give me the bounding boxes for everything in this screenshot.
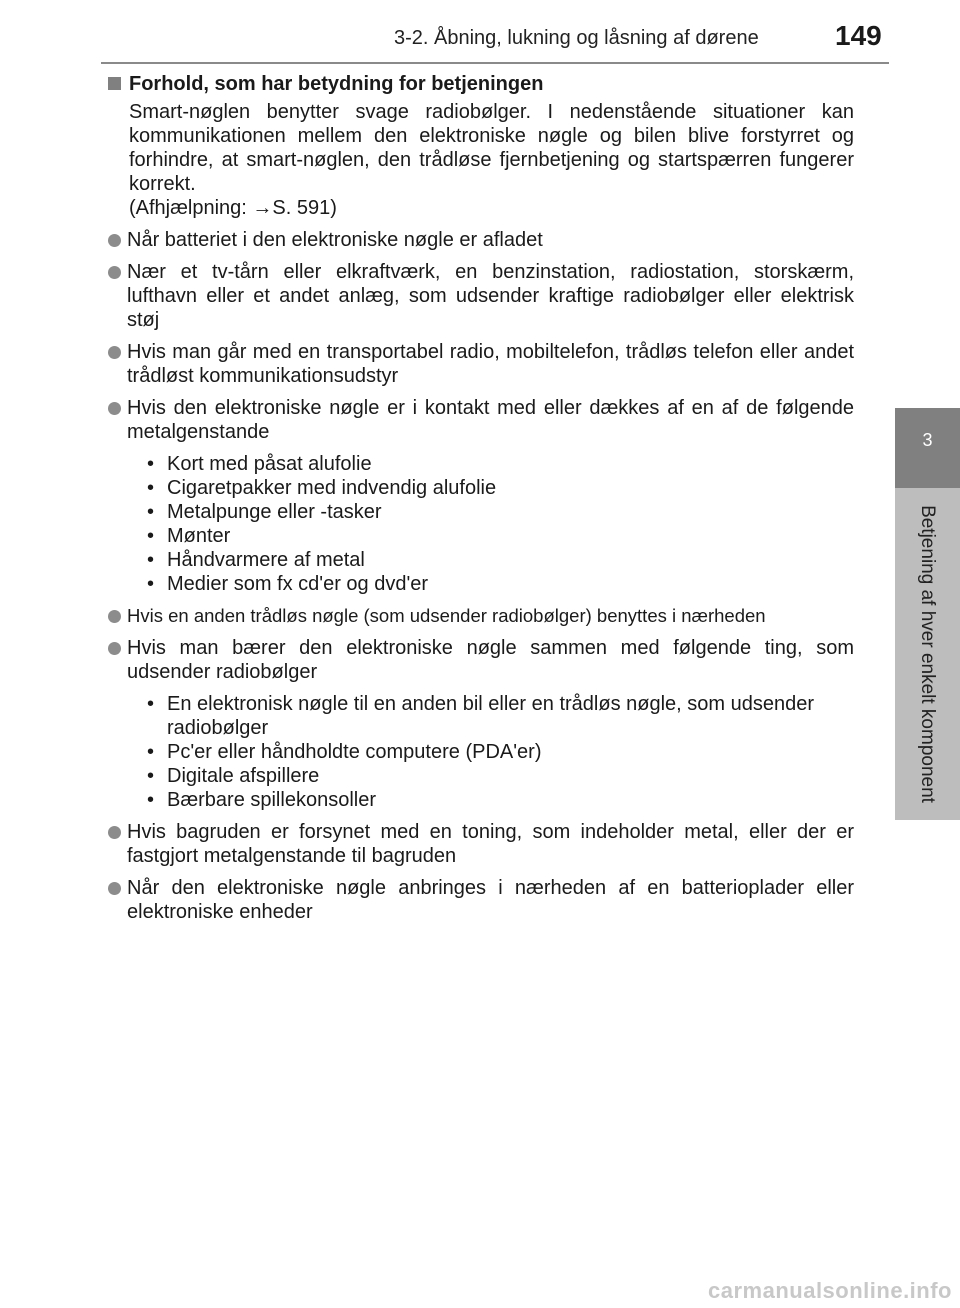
list-item bbox=[108, 228, 854, 252]
sub-list-item bbox=[147, 740, 854, 764]
sub-list-item-text: Pc'er eller håndholdte computere (PDA'er) bbox=[167, 741, 542, 763]
round-bullet-icon bbox=[108, 642, 121, 655]
list-item bbox=[108, 604, 854, 628]
sub-list-item-text: Metalpunge eller -tasker bbox=[167, 501, 382, 523]
sub-list-item bbox=[147, 524, 854, 548]
sub-list-item bbox=[147, 692, 854, 740]
dot-bullet-icon: • bbox=[147, 477, 155, 499]
sub-list-item bbox=[147, 572, 854, 596]
sub-list bbox=[147, 452, 854, 596]
round-bullet-icon bbox=[108, 346, 121, 359]
sub-list bbox=[147, 692, 854, 812]
list-item bbox=[108, 636, 854, 684]
dot-bullet-icon: • bbox=[147, 453, 155, 475]
watermark: carmanualsonline.info bbox=[708, 1278, 952, 1303]
section-heading-text: Forhold, som har betydning for betjeningen bbox=[129, 73, 544, 95]
sub-list-item-text: Mønter bbox=[167, 525, 231, 547]
dot-bullet-icon: • bbox=[147, 501, 155, 523]
sub-list-item-text: En elektronisk nøgle til en anden bil eller en trådløs nøgle, som udsender radiobølger bbox=[167, 693, 815, 739]
dot-bullet-icon: • bbox=[147, 741, 155, 763]
dot-bullet-icon: • bbox=[147, 765, 155, 787]
sub-list-item-text: Kort med påsat alufolie bbox=[167, 453, 372, 475]
round-bullet-icon bbox=[108, 610, 121, 623]
list-item bbox=[108, 340, 854, 388]
list-item-text: Hvis man bærer den elektroniske nøgle sammen med følgende ting, som udsender radiobølger bbox=[127, 637, 854, 683]
intro-paragraph bbox=[129, 100, 854, 220]
intro-text: Smart-nøglen benytter svage radiobølger. I nedenstående situationer kan kommunikationen mellem den elektroniske nøgle og bilen blive forstyrret og forhindre, at smart-nøglen, den trådløse fjernbetjening og startspærren fungerer korrekt. bbox=[129, 101, 854, 195]
page-number: 149 bbox=[835, 20, 882, 51]
list-item bbox=[108, 820, 854, 868]
sub-list-item-text: Bærbare spillekonsoller bbox=[167, 789, 376, 811]
condition-list bbox=[108, 228, 854, 924]
sub-list-item-text: Medier som fx cd'er og dvd'er bbox=[167, 573, 429, 595]
sub-list-item bbox=[147, 476, 854, 500]
square-bullet-icon bbox=[108, 77, 121, 90]
sub-list-item bbox=[147, 500, 854, 524]
dot-bullet-icon: • bbox=[147, 525, 155, 547]
list-item-text: Nær et tv-tårn eller elkraftværk, en benzinstation, radiostation, storskærm, lufthavn eller et andet anlæg, som udsender kraftige radiobølger eller elektrisk støj bbox=[127, 261, 854, 331]
list-item-text: Hvis den elektroniske nøgle er i kontakt med eller dækkes af en af de følgende metalgenstande bbox=[127, 397, 854, 443]
header-divider bbox=[101, 62, 889, 64]
dot-bullet-icon: • bbox=[147, 789, 155, 811]
list-item-text: Hvis en anden trådløs nøgle (som udsender radiobølger) benyttes i nærheden bbox=[127, 605, 766, 626]
round-bullet-icon bbox=[108, 402, 121, 415]
sub-list-item-text: Cigaretpakker med indvendig alufolie bbox=[167, 477, 497, 499]
sub-list-item bbox=[147, 548, 854, 572]
list-item bbox=[108, 260, 854, 332]
sub-list-item bbox=[147, 788, 854, 812]
list-item-text: Når batteriet i den elektroniske nøgle er afladet bbox=[127, 229, 543, 251]
round-bullet-icon bbox=[108, 882, 121, 895]
sub-list-item bbox=[147, 452, 854, 476]
list-item-text: Når den elektroniske nøgle anbringes i nærheden af en batterioplader eller elektroniske enheder bbox=[127, 877, 854, 923]
main-content bbox=[108, 72, 854, 924]
section-title: 3-2. Åbning, lukning og låsning af dørene bbox=[394, 27, 759, 49]
dot-bullet-icon: • bbox=[147, 573, 155, 595]
sub-list-item-text: Digitale afspillere bbox=[167, 765, 320, 787]
round-bullet-icon bbox=[108, 234, 121, 247]
list-item-text: Hvis bagruden er forsynet med en toning, som indeholder metal, eller der er fastgjort metalgenstande til bagruden bbox=[127, 821, 854, 867]
section-heading bbox=[108, 72, 854, 96]
round-bullet-icon bbox=[108, 826, 121, 839]
list-item-text: Hvis man går med en transportabel radio, mobiltelefon, trådløs telefon eller andet trådløst kommunikationsudstyr bbox=[127, 341, 854, 387]
sub-list-item bbox=[147, 764, 854, 788]
sub-list-item-text: Håndvarmere af metal bbox=[167, 549, 365, 571]
list-item bbox=[108, 396, 854, 444]
chapter-title: Betjening af hver enkelt komponent bbox=[917, 505, 938, 803]
list-item bbox=[108, 876, 854, 924]
reference-text: (Afhjælpning: →S. 591) bbox=[129, 197, 337, 219]
round-bullet-icon bbox=[108, 266, 121, 279]
dot-bullet-icon: • bbox=[147, 693, 155, 715]
chapter-number: 3 bbox=[922, 430, 933, 450]
dot-bullet-icon: • bbox=[147, 549, 155, 571]
chapter-tab bbox=[895, 408, 960, 488]
